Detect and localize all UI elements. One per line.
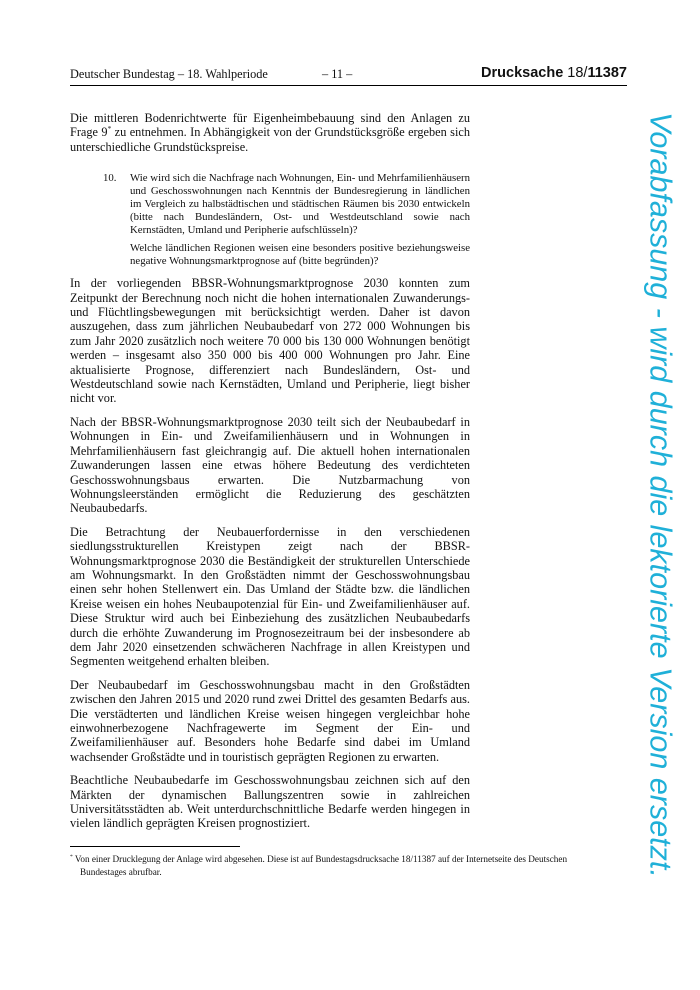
main-content	[70, 111, 470, 840]
footnote-line-2: Bundestages abrufbar.	[80, 866, 162, 877]
header-parliament: Deutscher Bundestag – 18. Wahlperiode	[70, 67, 268, 81]
answer-paragraph-2: Nach der BBSR-Wohnungsmarktprognose 2030 teilt sich der Neubaubedarf in Wohnungen in Ein- und Zweifamilienhäusern und in Wohnungen in Mehrfamilienhäusern fast gleichrangig auf. Die aktuell hohen internationalen Zuwanderungen lassen eine etwas höhere Bedeutung des verdichteten Geschosswohnungsbaus erwarten. Die Nutzbarmachung von Wohnungsleerständen ermöglicht die Reduzierung des geschätzten Neubaubedarfs.	[70, 414, 470, 516]
footnote-divider	[70, 846, 240, 847]
draft-watermark: Vorabfassung - wird durch die lektorierte Version ersetzt.	[643, 112, 678, 878]
footnote-reference: *	[107, 124, 112, 134]
intro-paragraph: Die mittleren Bodenrichtwerte für Eigenheimbebauung sind den Anlagen zu Frage 9* zu entnehmen. In Abhängigkeit von der Grundstücksgröße ergeben sich unterschiedliche Grundstückspreise.	[70, 111, 470, 154]
document-number	[481, 65, 627, 81]
question-text	[130, 172, 470, 268]
answer-paragraph-4: Der Neubaubedarf im Geschosswohnungsbau macht in den Großstädten zwischen den Jahren 2015 und 2020 rund zwei Drittel des gesamten Bedarfs aus. Die verstädterten und ländlichen Kreise weisen hingegen vergleichbar hohe einwohnerbezogene Nachfragewerte im Segment der Ein- und Zweifamilienhäuser auf. Besonders hohe Bedarfe sind dabei im Umland wachsender Großstädte und in touristisch geprägten Regionen zu erwarten.	[70, 677, 470, 764]
answer-paragraph-5: Beachtliche Neubaubedarfe im Geschosswohnungsbau zeichnen sich auf den Märkten der dynamischen Ballungszentren sowie in zahlreichen Universitätsstädten ab. Weit unterdurchschnittliche Bedarfe werden hingegen in vielen ländlich geprägten Kreisen prognostiziert.	[70, 773, 470, 831]
page-header	[70, 67, 627, 86]
question-number: 10.	[103, 172, 117, 185]
document-label: Drucksache	[481, 65, 568, 81]
footnote-line-1: * Von einer Drucklegung der Anlage wird abgesehen. Diese ist auf Bundestagsdrucksache 18/11387 auf der Internetseite des Deutschen	[70, 853, 568, 864]
document-period: 18/	[567, 65, 588, 81]
answer-paragraph-1: In der vorliegenden BBSR-Wohnungsmarktprognose 2030 konnten zum Zeitpunkt der Berechnung noch nicht die hohen internationalen Zuwanderungs- und Flüchtlingsbewegungen mit berücksichtigt werden. Daher ist davon auszugehen, dass zum jährlichen Neubaubedarf von 272 000 Wohnungen bis zum Jahr 2020 zusätzlich noch weitere 70 000 bis 130 000 Wohnungen benötigt werden – insgesamt also 350 000 bis 400 000 Wohnungen pro Jahr. Eine aktualisierte Prognose, differenziert nach Bundesländern, Ost- und Westdeutschland sowie nach Kernstädten, Umland und Peripherie, liegt bisher nicht vor.	[70, 276, 470, 406]
question-paragraph-1: Wie wird sich die Nachfrage nach Wohnungen, Ein- und Mehrfamilienhäusern und Geschosswohnungen nach Kenntnis der Bundesregierung in ländlichen im Vergleich zu halbstädtischen und städtischen Räumen bis 2030 entwickeln (bitte nach Bundesländern, Ost- und Westdeutschland sowie nach Kernstädten, Umland und Peripherie aufschlüsseln)?	[130, 172, 470, 237]
footnote	[70, 853, 625, 878]
page-number: – 11 –	[322, 67, 353, 81]
question-block	[70, 172, 470, 268]
document-id: 11387	[587, 65, 627, 81]
footnote-marker: *	[70, 853, 73, 860]
answer-paragraph-3: Die Betrachtung der Neubauerfordernisse in den verschiedenen siedlungsstrukturellen Kreistypen zeigt nach der BBSR-Wohnungsmarktprognose 2030 die Beständigkeit der strukturellen Unterschiede am Wohnungsmarkt. In den Großstädten nimmt der Geschosswohnungsbau einen sehr hohen Stellenwert ein. Das Umland der Städte bzw. die ländlichen Kreise weisen ein hohes Neubaupotenzial für Ein- und Zweifamilienhäuser auf. Diese Struktur wird auch bei Einbeziehung des zusätzlichen Neubaubedarfs durch die erhöhte Zuwanderung im Prognosezeitraum bei der insbesondere ab dem Jahr 2020 einsetzenden schwächeren Nachfrage in allen Kreistypen und Segmenten weitgehend erhalten bleiben.	[70, 524, 470, 669]
question-paragraph-2: Welche ländlichen Regionen weisen eine besonders positive beziehungsweise negative Wohnungsmarktprognose auf (bitte begründen)?	[130, 242, 470, 268]
